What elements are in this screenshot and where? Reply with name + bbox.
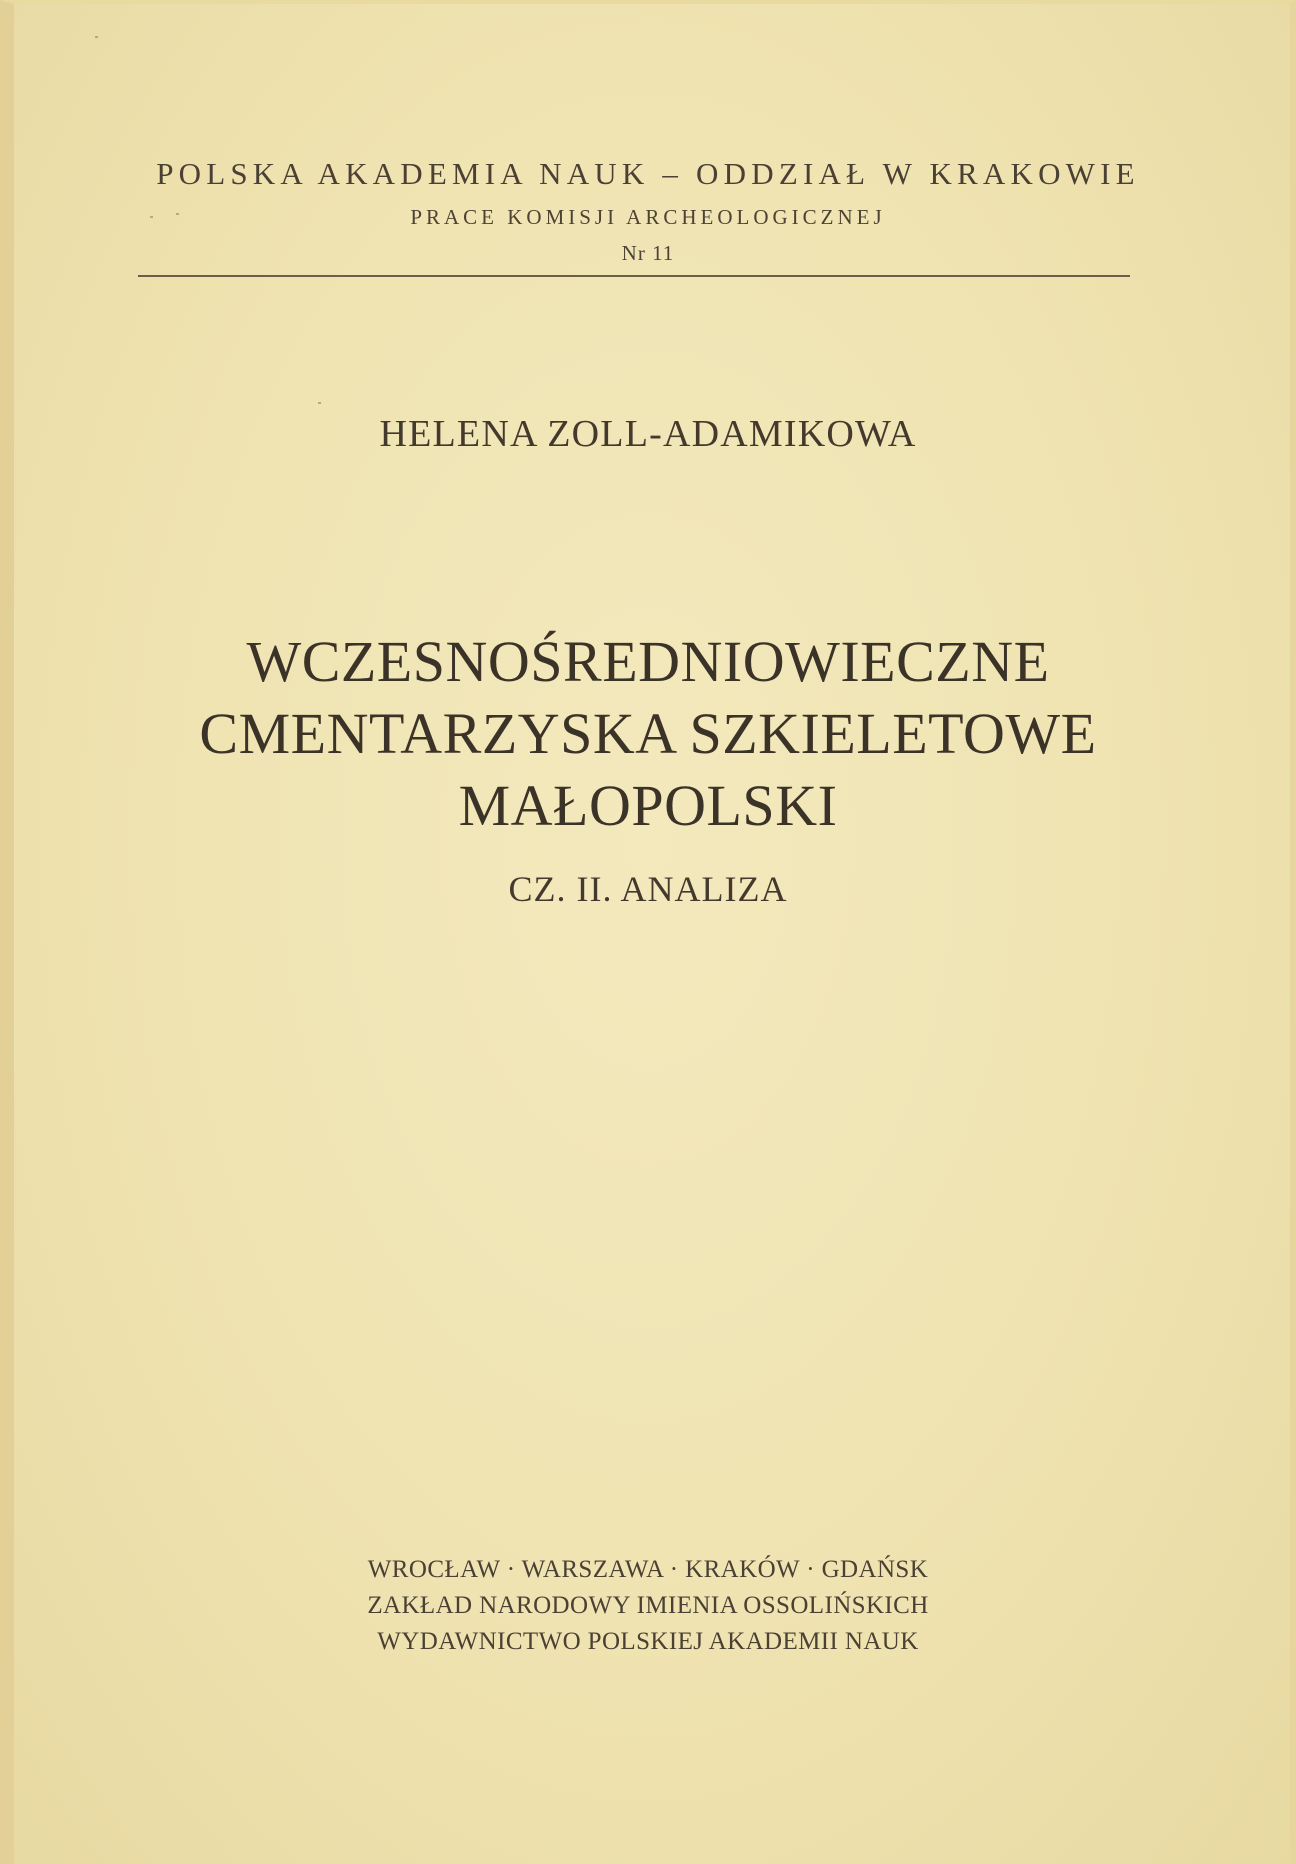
publisher-imprint: WYDAWNICTWO POLSKIEJ AKADEMII NAUK bbox=[377, 1628, 919, 1655]
title-line-1: WCZESNOŚREDNIOWIECZNE bbox=[246, 629, 1050, 694]
paper-speck bbox=[176, 213, 179, 215]
paper-speck bbox=[95, 36, 98, 38]
paper-speck bbox=[150, 216, 153, 218]
author-name: HELENA ZOLL-ADAMIKOWA bbox=[379, 413, 917, 455]
title-line-2: CMENTARZYSKA SZKIELETOWE bbox=[199, 701, 1097, 766]
series-heading: POLSKA AKADEMIA NAUK – ODDZIAŁ W KRAKOWIE bbox=[156, 156, 1140, 191]
part-subtitle: CZ. II. ANALIZA bbox=[508, 869, 788, 909]
paper-speck bbox=[318, 402, 321, 404]
title-line-3: MAŁOPOLSKI bbox=[458, 773, 838, 838]
series-subtitle: PRACE KOMISJI ARCHEOLOGICZNEJ bbox=[410, 205, 886, 229]
publisher-name: ZAKŁAD NARODOWY IMIENIA OSSOLIŃSKICH bbox=[367, 1592, 929, 1619]
series-number: Nr 11 bbox=[621, 241, 675, 265]
header-rule bbox=[138, 275, 1130, 277]
publisher-cities: WROCŁAW · WARSZAWA · KRAKÓW · GDAŃSK bbox=[367, 1556, 929, 1583]
